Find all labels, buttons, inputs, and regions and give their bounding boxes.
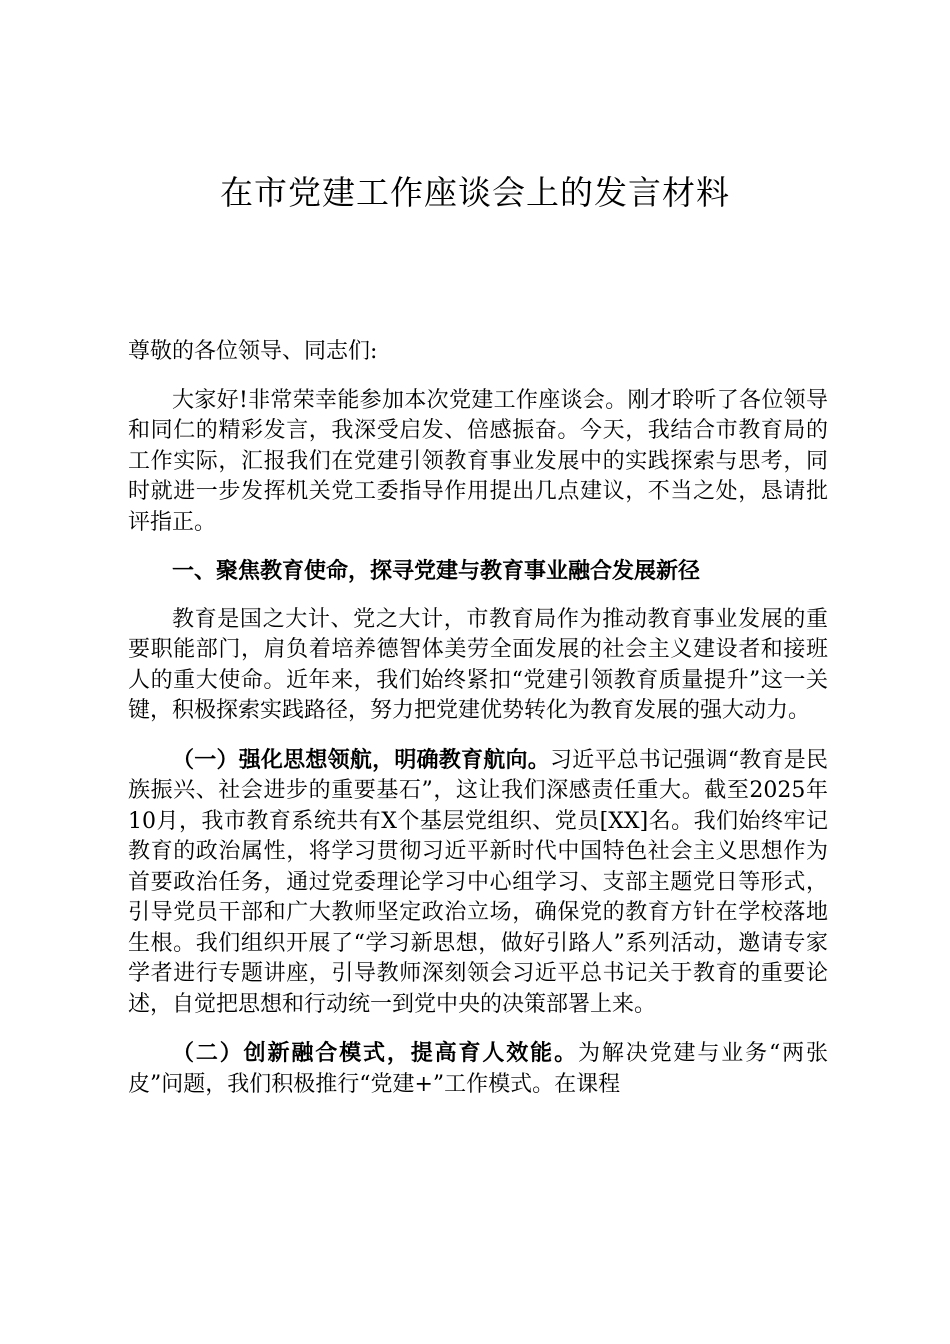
subsection-1-text: 习近平总书记强调“教育是民族振兴、社会进步的重要基石”，这让我们深感责任重大。截至2025年10月，我市教育系统共有X个基层党组织、党员[XX]名。我们始终牢记教育的政治属性，将学习贯彻习近平新时代中国特色社会主义思想作为首要政治任务，通过党委理论学习中心组学习、支部主题党日等形式，引导党员干部和广大教师坚定政治立场，确保党的教育方针在学校落地生根。我们组织开展了“学习新思想，做好引路人”系列活动，邀请专家学者进行专题讲座，引导教师深刻领会习近平总书记关于教育的重要论述，自觉把思想和行动统一到党中央的决策部署上来。: [128, 747, 828, 1017]
intro-paragraph: 大家好!非常荣幸能参加本次党建工作座谈会。刚才聆听了各位领导和同仁的精彩发言，我深受启发、倍感振奋。今天，我结合市教育局的工作实际，汇报我们在党建引领教育事业发展中的实践探索与思考，同时就进一步发挥机关党工委指导作用提出几点建议，不当之处，恳请批评指正。: [128, 387, 828, 535]
document-title: 在市党建工作座谈会上的发言材料: [220, 173, 730, 212]
document-body: [128, 337, 828, 1100]
subsection-1-paragraph: [128, 745, 828, 1021]
section-heading-1: 一、聚焦教育使命，探寻党建与教育事业融合发展新径: [172, 558, 701, 584]
salutation: 尊敬的各位领导、同志们:: [128, 339, 378, 364]
subsection-2-lead: （二）创新融合模式，提高育人效能。: [172, 1040, 578, 1066]
subsection-2-paragraph: [128, 1038, 828, 1100]
section-1-paragraph: 教育是国之大计、党之大计，市教育局作为推动教育事业发展的重要职能部门，肩负着培养德智体美劳全面发展的社会主义建设者和接班人的重大使命。近年来，我们始终紧扣“党建引领教育质量提升”这一关键，积极探索实践路径，努力把党建优势转化为教育发展的强大动力。: [128, 606, 828, 723]
subsection-1-lead: （一）强化思想领航，明确教育航向。: [172, 746, 550, 773]
subsection-2-text: 为解决党建与业务“两张皮”问题，我们积极推行“党建+”工作模式。在课程: [128, 1041, 828, 1097]
